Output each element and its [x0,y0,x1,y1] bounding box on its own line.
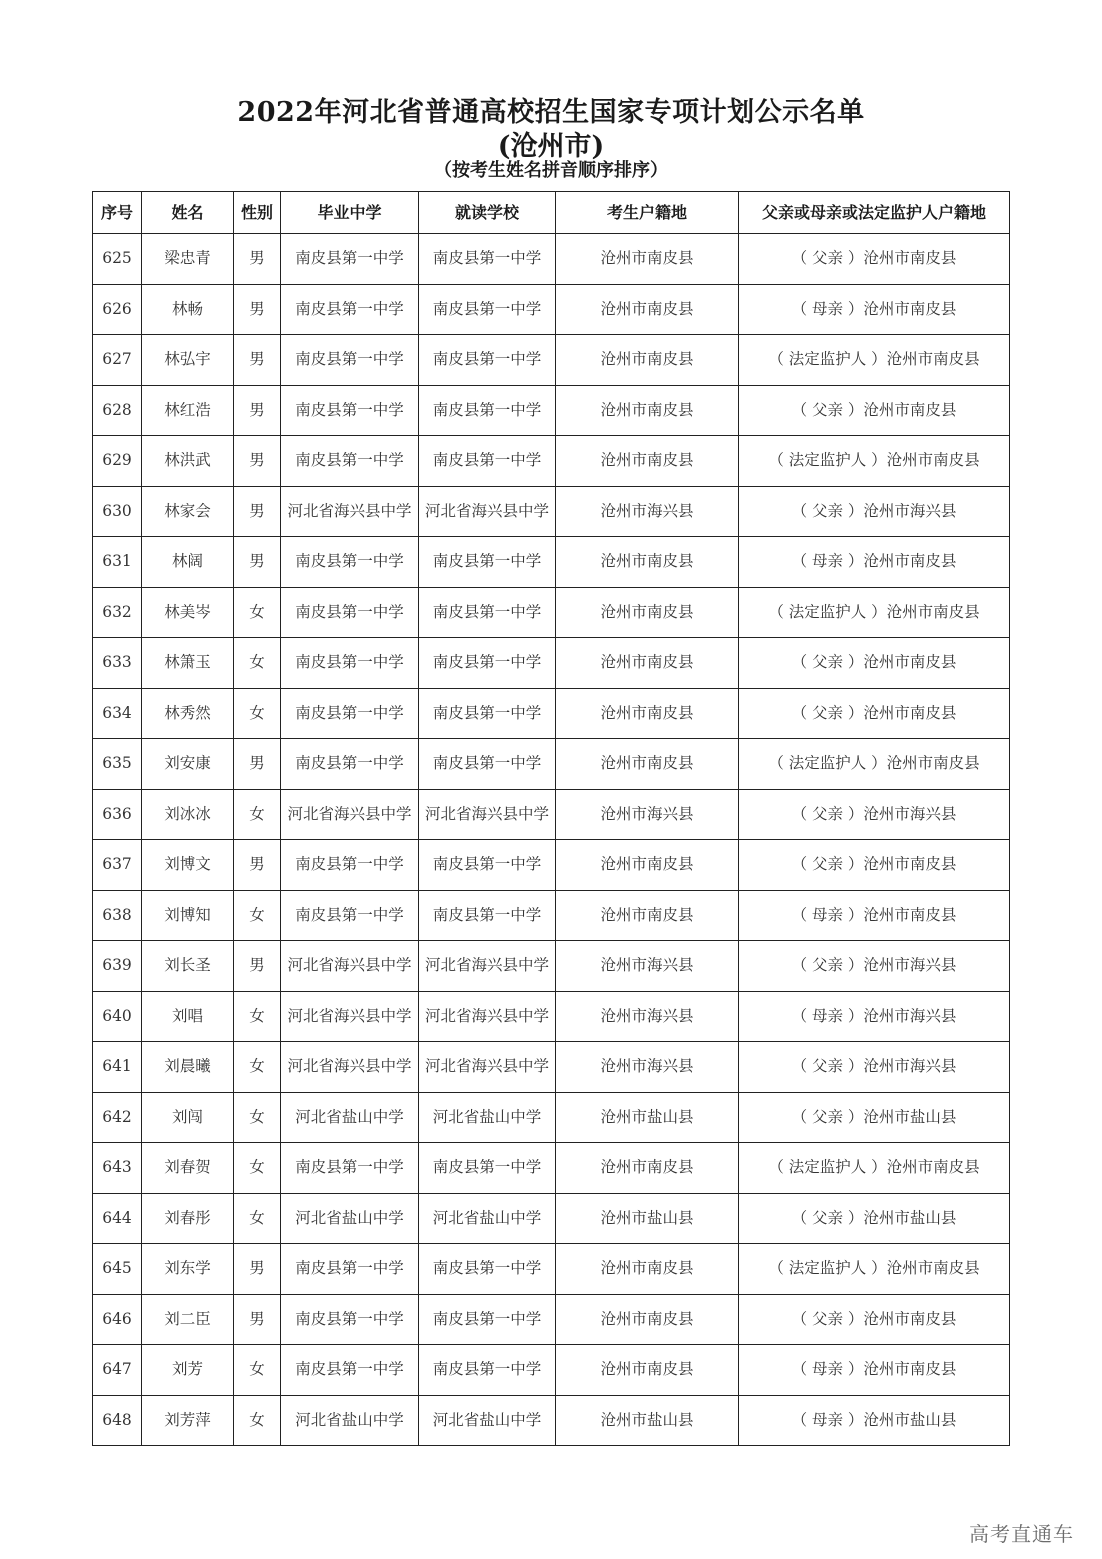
cell-serial: 634 [93,688,142,739]
cell-serial: 625 [93,234,142,285]
cell-serial: 627 [93,335,142,386]
cell-household-registration: 沧州市南皮县 [556,335,739,386]
cell-current-school: 南皮县第一中学 [419,1143,556,1194]
cell-serial: 639 [93,941,142,992]
cell-household-registration: 沧州市南皮县 [556,739,739,790]
cell-household-registration: 沧州市南皮县 [556,840,739,891]
cell-guardian-registration: （ 法定监护人 ）沧州市南皮县 [739,739,1010,790]
cell-name: 刘芳 [142,1345,234,1396]
cell-name: 林美岑 [142,587,234,638]
cell-gender: 女 [234,1193,281,1244]
cell-household-registration: 沧州市南皮县 [556,587,739,638]
cell-name: 林洪武 [142,436,234,487]
table-row [93,739,1010,790]
header-name: 姓名 [142,192,234,234]
cell-guardian-registration: （ 母亲 ）沧州市海兴县 [739,991,1010,1042]
cell-name: 林秀然 [142,688,234,739]
cell-gender: 女 [234,1042,281,1093]
table-row [93,840,1010,891]
cell-guardian-registration: （ 父亲 ）沧州市南皮县 [739,688,1010,739]
cell-name: 刘东学 [142,1244,234,1295]
cell-graduation-school: 南皮县第一中学 [281,1294,419,1345]
cell-guardian-registration: （ 法定监护人 ）沧州市南皮县 [739,1143,1010,1194]
cell-gender: 男 [234,739,281,790]
cell-name: 林阔 [142,537,234,588]
cell-graduation-school: 河北省盐山中学 [281,1092,419,1143]
cell-household-registration: 沧州市南皮县 [556,284,739,335]
cell-guardian-registration: （ 母亲 ）沧州市南皮县 [739,284,1010,335]
cell-graduation-school: 南皮县第一中学 [281,638,419,689]
cell-gender: 女 [234,638,281,689]
cell-serial: 635 [93,739,142,790]
table-row [93,537,1010,588]
document-sort-note: （按考生姓名拼音顺序排序） [434,160,668,181]
cell-guardian-registration: （ 法定监护人 ）沧州市南皮县 [739,1244,1010,1295]
cell-guardian-registration: （ 法定监护人 ）沧州市南皮县 [739,436,1010,487]
cell-gender: 男 [234,284,281,335]
cell-guardian-registration: （ 母亲 ）沧州市盐山县 [739,1395,1010,1446]
table-header-row [93,192,1010,234]
table-row [93,335,1010,386]
cell-household-registration: 沧州市南皮县 [556,537,739,588]
cell-guardian-registration: （ 父亲 ）沧州市海兴县 [739,1042,1010,1093]
cell-name: 刘安康 [142,739,234,790]
cell-household-registration: 沧州市南皮县 [556,436,739,487]
cell-current-school: 南皮县第一中学 [419,385,556,436]
header-current-school: 就读学校 [419,192,556,234]
cell-gender: 男 [234,1294,281,1345]
cell-current-school: 河北省盐山中学 [419,1395,556,1446]
cell-graduation-school: 南皮县第一中学 [281,284,419,335]
cell-graduation-school: 南皮县第一中学 [281,890,419,941]
cell-serial: 648 [93,1395,142,1446]
cell-household-registration: 沧州市南皮县 [556,638,739,689]
cell-household-registration: 沧州市海兴县 [556,789,739,840]
cell-serial: 642 [93,1092,142,1143]
table-row [93,1395,1010,1446]
cell-name: 林畅 [142,284,234,335]
cell-name: 刘春贺 [142,1143,234,1194]
cell-household-registration: 沧州市海兴县 [556,486,739,537]
cell-name: 林红浩 [142,385,234,436]
cell-gender: 男 [234,1244,281,1295]
table-row [93,284,1010,335]
cell-serial: 644 [93,1193,142,1244]
header-guardian-registration: 父亲或母亲或法定监护人户籍地 [739,192,1010,234]
cell-name: 林家会 [142,486,234,537]
cell-name: 刘博文 [142,840,234,891]
cell-guardian-registration: （ 父亲 ）沧州市南皮县 [739,638,1010,689]
cell-household-registration: 沧州市南皮县 [556,688,739,739]
table-row [93,890,1010,941]
cell-graduation-school: 南皮县第一中学 [281,1345,419,1396]
table-row [93,1092,1010,1143]
cell-current-school: 河北省海兴县中学 [419,1042,556,1093]
cell-guardian-registration: （ 父亲 ）沧州市盐山县 [739,1193,1010,1244]
cell-household-registration: 沧州市海兴县 [556,941,739,992]
cell-graduation-school: 南皮县第一中学 [281,385,419,436]
roster-table [92,191,1010,1446]
cell-gender: 男 [234,941,281,992]
cell-graduation-school: 南皮县第一中学 [281,234,419,285]
table-row [93,1143,1010,1194]
cell-current-school: 河北省海兴县中学 [419,486,556,537]
cell-gender: 女 [234,991,281,1042]
cell-serial: 633 [93,638,142,689]
cell-current-school: 南皮县第一中学 [419,890,556,941]
cell-graduation-school: 南皮县第一中学 [281,537,419,588]
cell-current-school: 南皮县第一中学 [419,739,556,790]
cell-serial: 641 [93,1042,142,1093]
cell-household-registration: 沧州市南皮县 [556,1244,739,1295]
header-gender: 性别 [234,192,281,234]
cell-name: 刘闯 [142,1092,234,1143]
cell-gender: 女 [234,1345,281,1396]
cell-graduation-school: 河北省海兴县中学 [281,991,419,1042]
cell-current-school: 南皮县第一中学 [419,436,556,487]
cell-guardian-registration: （ 母亲 ）沧州市南皮县 [739,537,1010,588]
table-row [93,587,1010,638]
table-row [93,1294,1010,1345]
cell-household-registration: 沧州市南皮县 [556,890,739,941]
cell-current-school: 河北省盐山中学 [419,1092,556,1143]
table-row [93,789,1010,840]
cell-name: 刘冰冰 [142,789,234,840]
table-row [93,688,1010,739]
cell-household-registration: 沧州市海兴县 [556,1042,739,1093]
table-row [93,638,1010,689]
cell-household-registration: 沧州市南皮县 [556,1294,739,1345]
document-title: 2022年河北省普通高校招生国家专项计划公示名单 [237,97,865,128]
cell-serial: 629 [93,436,142,487]
cell-guardian-registration: （ 父亲 ）沧州市海兴县 [739,789,1010,840]
cell-serial: 646 [93,1294,142,1345]
cell-graduation-school: 南皮县第一中学 [281,436,419,487]
cell-serial: 630 [93,486,142,537]
cell-guardian-registration: （ 母亲 ）沧州市南皮县 [739,890,1010,941]
cell-current-school: 南皮县第一中学 [419,234,556,285]
cell-name: 刘晨曦 [142,1042,234,1093]
cell-current-school: 河北省海兴县中学 [419,991,556,1042]
cell-guardian-registration: （ 法定监护人 ）沧州市南皮县 [739,335,1010,386]
table-row [93,941,1010,992]
cell-graduation-school: 河北省海兴县中学 [281,941,419,992]
cell-name: 刘博知 [142,890,234,941]
cell-graduation-school: 南皮县第一中学 [281,1143,419,1194]
cell-serial: 632 [93,587,142,638]
cell-serial: 638 [93,890,142,941]
cell-gender: 男 [234,385,281,436]
watermark-text: 高考直通车 [969,1522,1074,1546]
cell-graduation-school: 河北省盐山中学 [281,1395,419,1446]
cell-name: 刘春彤 [142,1193,234,1244]
cell-graduation-school: 南皮县第一中学 [281,840,419,891]
cell-gender: 女 [234,688,281,739]
table-row [93,1345,1010,1396]
cell-current-school: 南皮县第一中学 [419,335,556,386]
cell-name: 林箫玉 [142,638,234,689]
cell-graduation-school: 南皮县第一中学 [281,587,419,638]
cell-name: 刘二臣 [142,1294,234,1345]
cell-graduation-school: 南皮县第一中学 [281,335,419,386]
table-row [93,991,1010,1042]
cell-guardian-registration: （ 父亲 ）沧州市南皮县 [739,385,1010,436]
cell-name: 刘芳萍 [142,1395,234,1446]
document-subtitle-city: (沧州市) [497,131,605,162]
cell-gender: 男 [234,840,281,891]
cell-gender: 女 [234,1143,281,1194]
cell-serial: 637 [93,840,142,891]
cell-serial: 628 [93,385,142,436]
cell-gender: 男 [234,486,281,537]
cell-current-school: 南皮县第一中学 [419,638,556,689]
cell-gender: 男 [234,537,281,588]
cell-household-registration: 沧州市南皮县 [556,1143,739,1194]
cell-graduation-school: 南皮县第一中学 [281,1244,419,1295]
cell-guardian-registration: （ 父亲 ）沧州市海兴县 [739,486,1010,537]
cell-household-registration: 沧州市海兴县 [556,991,739,1042]
cell-name: 梁忠青 [142,234,234,285]
cell-gender: 女 [234,587,281,638]
cell-guardian-registration: （ 母亲 ）沧州市南皮县 [739,1345,1010,1396]
cell-current-school: 南皮县第一中学 [419,688,556,739]
cell-graduation-school: 南皮县第一中学 [281,688,419,739]
cell-household-registration: 沧州市南皮县 [556,234,739,285]
table-row [93,234,1010,285]
cell-graduation-school: 河北省盐山中学 [281,1193,419,1244]
cell-household-registration: 沧州市南皮县 [556,385,739,436]
table-body [93,234,1010,1446]
cell-name: 林弘宇 [142,335,234,386]
cell-gender: 女 [234,1092,281,1143]
cell-serial: 647 [93,1345,142,1396]
cell-guardian-registration: （ 父亲 ）沧州市盐山县 [739,1092,1010,1143]
table-row [93,486,1010,537]
header-household-registration: 考生户籍地 [556,192,739,234]
cell-serial: 643 [93,1143,142,1194]
cell-current-school: 河北省海兴县中学 [419,941,556,992]
cell-graduation-school: 河北省海兴县中学 [281,1042,419,1093]
cell-name: 刘唱 [142,991,234,1042]
cell-name: 刘长圣 [142,941,234,992]
table-row [93,385,1010,436]
cell-current-school: 南皮县第一中学 [419,1345,556,1396]
cell-current-school: 南皮县第一中学 [419,537,556,588]
cell-current-school: 河北省海兴县中学 [419,789,556,840]
cell-gender: 男 [234,335,281,386]
cell-current-school: 河北省盐山中学 [419,1193,556,1244]
cell-household-registration: 沧州市盐山县 [556,1092,739,1143]
table-row [93,1042,1010,1093]
cell-graduation-school: 南皮县第一中学 [281,739,419,790]
cell-graduation-school: 河北省海兴县中学 [281,486,419,537]
table-row [93,436,1010,487]
cell-gender: 女 [234,789,281,840]
cell-current-school: 南皮县第一中学 [419,284,556,335]
cell-household-registration: 沧州市盐山县 [556,1395,739,1446]
cell-serial: 645 [93,1244,142,1295]
cell-gender: 女 [234,1395,281,1446]
cell-guardian-registration: （ 父亲 ）沧州市南皮县 [739,234,1010,285]
cell-household-registration: 沧州市盐山县 [556,1193,739,1244]
cell-guardian-registration: （ 父亲 ）沧州市海兴县 [739,941,1010,992]
cell-current-school: 南皮县第一中学 [419,587,556,638]
cell-gender: 男 [234,234,281,285]
cell-serial: 640 [93,991,142,1042]
cell-guardian-registration: （ 法定监护人 ）沧州市南皮县 [739,587,1010,638]
header-graduation-school: 毕业中学 [281,192,419,234]
cell-guardian-registration: （ 父亲 ）沧州市南皮县 [739,840,1010,891]
cell-gender: 女 [234,890,281,941]
cell-current-school: 南皮县第一中学 [419,1244,556,1295]
table-row [93,1244,1010,1295]
cell-graduation-school: 河北省海兴县中学 [281,789,419,840]
table-row [93,1193,1010,1244]
cell-serial: 626 [93,284,142,335]
cell-serial: 636 [93,789,142,840]
cell-household-registration: 沧州市南皮县 [556,1345,739,1396]
cell-serial: 631 [93,537,142,588]
cell-guardian-registration: （ 父亲 ）沧州市南皮县 [739,1294,1010,1345]
header-serial: 序号 [93,192,142,234]
cell-current-school: 南皮县第一中学 [419,1294,556,1345]
cell-current-school: 南皮县第一中学 [419,840,556,891]
cell-gender: 男 [234,436,281,487]
